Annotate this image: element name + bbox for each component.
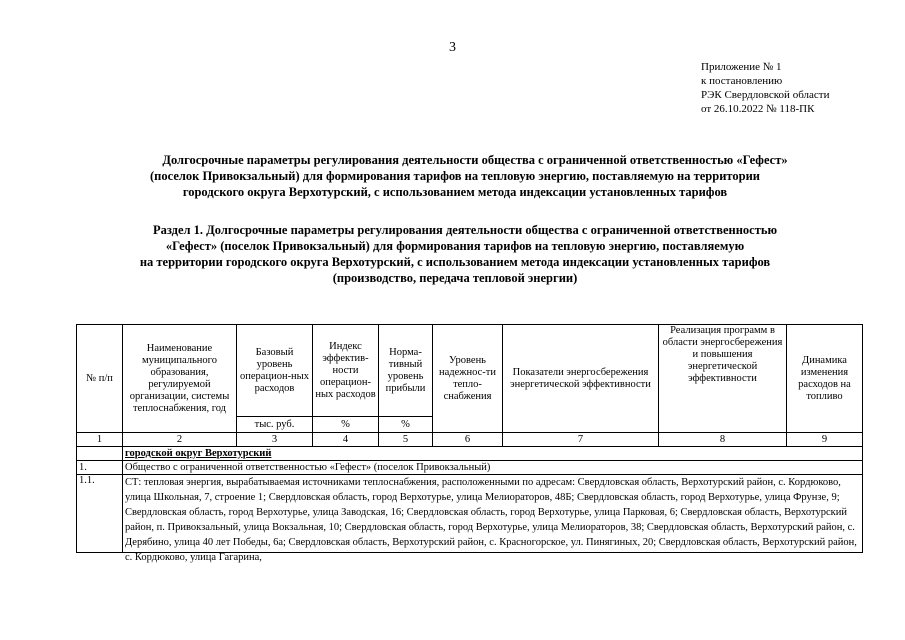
header-programs: Реализация программ в области энергосбережения и повышения энергетической эффективности — [659, 325, 787, 433]
header-profit-level: Норма-тивный уровень прибыли — [379, 325, 433, 417]
column-number: 1 — [77, 433, 123, 447]
annex-line: от 26.10.2022 № 118-ПК — [701, 103, 815, 115]
column-number: 9 — [787, 433, 863, 447]
unit-base-opex: тыс. руб. — [237, 417, 313, 433]
header-base-opex: Базовый уровень операцион-ных расходов — [237, 325, 313, 417]
system-row-text — [123, 475, 863, 563]
unit-efficiency-index: % — [313, 417, 379, 433]
column-number: 8 — [659, 433, 787, 447]
section-title-line: «Гефест» (поселок Привокзальный) для формирования тарифов на тепловую энергию, поставляемую — [165, 239, 745, 253]
annex-line: Приложение № 1 — [701, 61, 782, 73]
org-row-name: Общество с ограниченной ответственностью «Гефест» (поселок Привокзальный) — [123, 461, 863, 475]
section-title-line: (производство, передача тепловой энергии) — [332, 271, 578, 285]
column-number: 7 — [503, 433, 659, 447]
section-title — [60, 222, 850, 286]
annex-line: к постановлению — [701, 75, 783, 87]
annex-line: РЭК Свердловской области — [701, 89, 830, 101]
page-number: 3 — [449, 40, 456, 55]
main-title — [60, 152, 850, 200]
column-number: 4 — [313, 433, 379, 447]
section-title-line: Раздел 1. Долгосрочные параметры регулирования деятельности общества с ограниченной ответственностью — [152, 223, 778, 237]
column-number: 3 — [237, 433, 313, 447]
main-title-line: Долгосрочные параметры регулирования деятельности общества с ограниченной ответственностью «Гефест» — [162, 153, 788, 167]
district-row: городской округ Верхотурский — [123, 447, 863, 461]
parameters-table — [76, 324, 863, 563]
system-row-text-content: СТ: тепловая энергия, вырабатываемая источниками теплоснабжения, расположенными по адресам: Свердловская область, Верхотурский район, с. Кордюково, улица Школьная, 7, строение 1; Свердловская область, город Верхотурье, улица Мелиораторов, 48Б; Свердловская область, город Верхотурье, улица Фрунзе, 9; Свердловская область, город Верхотурье, улица Заводская, 16; Свердловская область, город Верхотурье, улица Парковая, 6; Свердловская область, Верхотурский район, п. Привокзальный, улица Вокзальная, 10; Свердловская область, город Верхотурье, улица Мелиораторов, 38; Свердловская область, Верхотурский район, с. Дерябино, улица 40 лет Победы, 6а; Свердловская область, Верхотурский район, с. Красногорское, ул. Пинягиных, 20; Свердловская область, Верхотурский район, с. Кордюково, улица Гагарина, — [125, 477, 857, 563]
header-energy-saving: Показатели энергосбережения энергетической эффективности — [503, 325, 659, 433]
header-number: № п/п — [77, 325, 123, 433]
header-fuel-dynamics: Динамика изменения расходов на топливо — [787, 325, 863, 433]
main-title-line: (поселок Привокзальный) для формирования тарифов на тепловую энергию, поставляемую на территории — [150, 169, 760, 183]
system-row-number: 1.1. — [77, 475, 123, 553]
column-number: 5 — [379, 433, 433, 447]
section-title-line: на территории городского округа Верхотурский, с использованием метода индексации установленных тарифов — [139, 255, 771, 269]
column-number: 6 — [433, 433, 503, 447]
unit-profit-level: % — [379, 417, 433, 433]
org-row-number: 1. — [77, 461, 123, 475]
column-number: 2 — [123, 433, 237, 447]
annex-note — [701, 60, 829, 116]
header-efficiency-index: Индекс эффектив-ности операцион-ных расходов — [313, 325, 379, 417]
main-title-line: городского округа Верхотурский, с использованием метода индексации установленных тарифов — [182, 185, 728, 199]
header-reliability: Уровень надежнос-ти тепло-снабжения — [433, 325, 503, 433]
header-municipality: Наименование муниципального образования, регулируемой организации, системы теплоснабжения, год — [123, 325, 237, 433]
